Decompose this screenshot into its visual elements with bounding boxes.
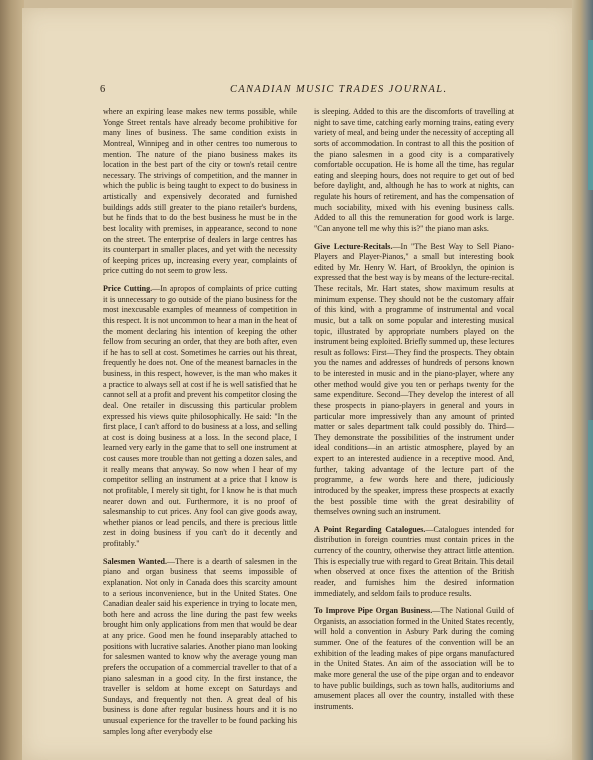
section-heading: A Point Regarding Catalogues. — [314, 524, 426, 534]
section-body: —In "The Best Way to Sell Piano-Players and Player-Pianos," a small but interesting book edited by Mr. Henry W. Hart, of Brooklyn, the opinion is expressed that the best way is by means of the lecture-recital. These recitals, Mr. Hart states, show maximum results at minimum expense. They should not be the customary affair of this kind, with a programme of instrumental and vocal music, but a talk on some popular and interesting musical topic, illustrated by appropriate numbers played on the instrument being exploited. Briefly summed up, these lectures result as follows: First—They find the prospects. They obtain you the names and addresses of hundreds of persons known to be interested in music and in the piano-player, where any other method would give you ten or perhaps twenty for the same expenditure. Second—They develop the interest of all these prospects in piano-players in general and yours in particular more impressively than any amount of printed matter or sales department talk could possibly do. Third—They demonstrate the possibilities of the instrument under ideal conditions—in an artistic atmosphere, played by an expert to an interested audience in a receptive mood. And, further, taking advantage of the lecture part of the programme, a few words here and there, judiciously introduced by the speaker, impress these prospects at exactly the best possible time with the great desirability of themselves owning such an instrument. — [314, 241, 515, 517]
right-column — [314, 107, 514, 719]
journal-title: CANADIAN MUSIC TRADES JOURNAL. — [230, 84, 448, 95]
section-body: —The National Guild of Organists, an association formed in the United States recently, will hold a convention in Asbury Park during the coming summer. One of the features of the convention will be an exhibition of the leading makes of pipe organs manufactured in the United States. An aim of the association will be to make more general the use of the pipe organ and to endeavor to have public buildings, such as town halls, auditoriums and amusement places all over the country, installed with these instruments. — [314, 606, 515, 711]
book-binding — [0, 0, 24, 760]
section-body: —In apropos of complaints of price cutting it is unnecessary to go outside of the piano business for the most inexcusable examples of meanness of competition in this respect. It is not uncommon to hear a man in the heat of the moment declaring his intention of keeping the other fellow from securing an order, that they are both after, even if he has to sell at cost. Sometimes he carries out his threat, frequently he does not. One of the meanest barnacles in the business, in this respect, however, is the man who makes it a practice to always sell at cost if he is well satisfied that he cannot sell at a profit and prevent his competitor closing the deal. One retailer in discussing this particular problem expressed his views quite philosophically. He said: "In the first place, I can't afford to do business at a loss, and selling at cost is doing business at a loss. In the second place, I learned very early in the game that to sell one instrument at cost causes more trouble than not getting a dozen sales, and it really means that anyway. So now when I hear of my competitor selling an instrument at a price that I know is not profitable, I merely sit tight, for I know he is that much nearer down and out. Furthermore, it is no proof of salesmanship to cut prices. Any fool can give goods away, whether pianos or lead pencils, and there is precious little zest in doing business if you can't do it decently and profitably." — [103, 284, 297, 548]
article-text: is sleeping. Added to this are the discomforts of travelling at night to save time, catching early morning trains, eating every variety of meal, and being under the necessity of accepting all sorts of accommodation. In contrast to all this the position of the piano salesmen in a good city is a comparatively comfortable occupation. He is home all the time, has regular eating and sleeping hours, does not require to get out of bed before daylight, and, although he has to work at nights, can regulate his hours of retirement, and has the compensation of much sociability, mixed with his evening business calls. Added to all this the remuneration for good work is large. "Can anyone tell me why this is?" the piano man asks. — [314, 107, 514, 233]
section-body: —Catalogues intended for distribution in foreign countries must contain prices in the currency of the country, otherwise they attract little attention. This is especially true with regard to Great Britain. This detail when observed at once fixes the attention of the British reader, and furnishes him the desired information immediately, and seldom fails to produce results. — [314, 524, 515, 598]
edge-tab — [588, 40, 593, 190]
article-text: where an expiring lease makes new terms possible, while Yonge Street rentals have already become prohibitive for many lines of business. The same condition exists in Montreal, Winnipeg and in other centres too numerous to mention. The nature of the piano business makes its location in the best part of the city or town's retail centre necessary. The strivings of competition, and the manner in which the public is being taught to expect to do business in artistically and expensively decorated and furnished buildings adds still greater to the piano retailer's burdens, but he finds that to do the best business he must be in the best locality with premises, in appearance, second to none on the street. The enterprise of dealers in large centres has its counterpart in smaller places, and yet with the necessity of keeping prices up, increasing every year, complaints of price cutting do not seem to grow less. — [103, 107, 297, 276]
edge-tab — [588, 420, 593, 610]
section-body: —There is a dearth of salesmen in the piano and organ business that seems impossible of explanation. Not only in Canada does this scarcity amount to a serious inconvenience, but in the United States. One Canadian dealer said his experience in trying to locate men, both here and across the line during the past few weeks brought him only applications from men that would be dear at any price. Good men he found inseparably attached to positions with lucrative salaries. Another piano man looking for salesmen wanted to know why the average young man prefers the occupation of a commercial traveller to that of a piano salesman in a good city. In the first instance, the traveller is seldom at home except on Saturdays and Sundays, and frequently not then. A great deal of his business is done after regular business hours and it is no unusual experience for the traveller to be found packing his samples long after everybody else — [103, 556, 297, 736]
section-heading: Salesmen Wanted. — [103, 556, 168, 566]
page-number: 6 — [100, 84, 106, 95]
left-column — [103, 107, 297, 744]
section-heading: Price Cutting. — [103, 284, 153, 293]
section-heading: Give Lecture-Recitals. — [314, 241, 393, 251]
page-header — [100, 84, 553, 100]
page-stack-edge — [572, 0, 593, 760]
section-heading: To Improve Pipe Organ Business. — [314, 606, 433, 616]
